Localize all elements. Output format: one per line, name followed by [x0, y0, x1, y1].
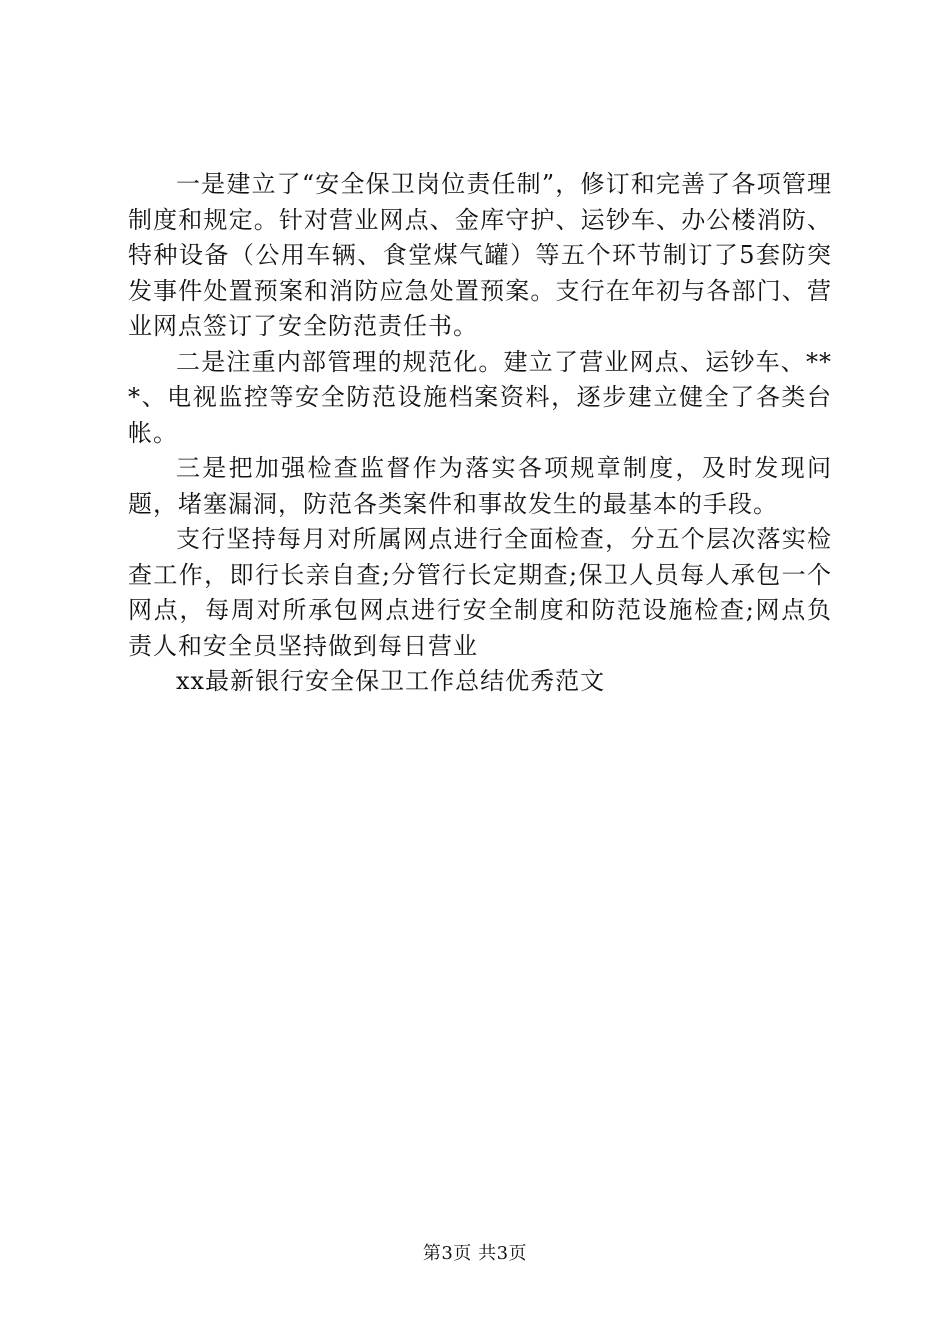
paragraph-internal-management: 二是注重内部管理的规范化。建立了营业网点、运钞车、***、电视监控等安全防范设施档案资料，逐步建立健全了各类台帐。 [128, 347, 832, 447]
paragraph-summary-title: xx最新银行安全保卫工作总结优秀范文 [176, 667, 606, 695]
document-body [128, 167, 832, 700]
paragraph-responsibility-system: 一是建立了“安全保卫岗位责任制”，修订和完善了各项管理制度和规定。针对营业网点、金库守护、运钞车、办公楼消防、特种设备（公用车辆、食堂煤气罐）等五个环节制订了5套防突发事件处置预案和消防应急处置预案。支行在年初与各部门、营业网点签订了安全防范责任书。 [128, 170, 832, 340]
page-number-footer: 第3页 共3页 [422, 1243, 528, 1264]
paragraph-inspection-supervision: 三是把加强检查监督作为落实各项规章制度，及时发现问题，堵塞漏洞，防范各类案件和事故发生的最基本的手段。 [128, 454, 832, 518]
paragraph-monthly-inspection: 支行坚持每月对所属网点进行全面检查，分五个层次落实检查工作，即行长亲自查;分管行长定期查;保卫人员每人承包一个网点，每周对所承包网点进行安全制度和防范设施检查;网点负责人和安全员坚持做到每日营业 [128, 525, 832, 660]
